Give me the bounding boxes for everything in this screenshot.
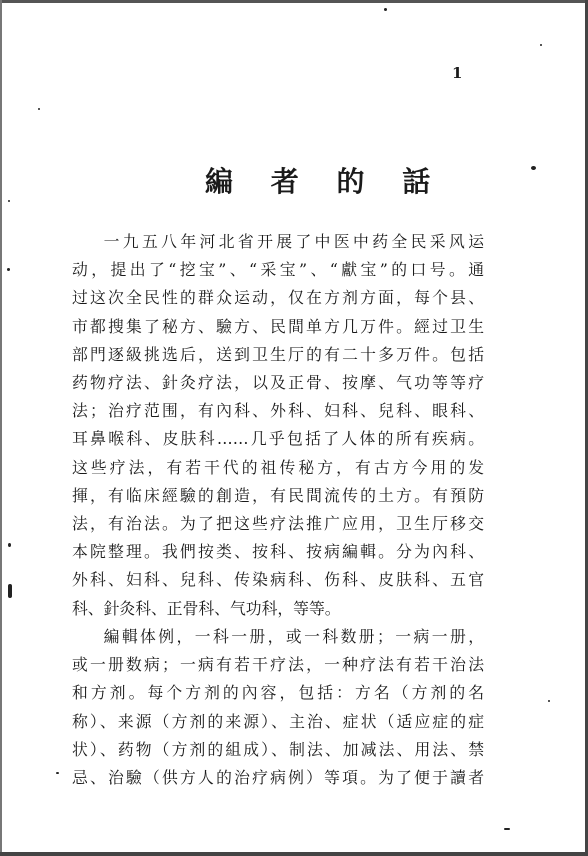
scan-speck <box>8 200 10 202</box>
text-line: 动，提出了“挖宝”、“采宝”、“獻宝”的口号。通 <box>72 260 484 280</box>
scan-speck <box>8 543 11 547</box>
text-line: 法，有治法。为了把这些疗法推广应用，卫生厅移交 <box>72 514 484 534</box>
text-line: 耳鼻喉科、皮肤科……几乎包括了人体的所有疾病。 <box>72 429 484 449</box>
text-line: 法；治疗范围，有內科、外科、妇科、兒科、眼科、 <box>72 401 484 421</box>
text-line: 外科、妇科、兒科、传染病科、伤科、皮肤科、五官 <box>72 570 484 590</box>
text-line: 部門逐級挑选后，送到卫生厅的有二十多万件。包括 <box>72 344 484 364</box>
text-line: 药物疗法、針灸疗法，以及正骨、按摩、气功等等疗 <box>72 373 484 393</box>
page-number: 1 <box>452 64 463 82</box>
text-line: 或一册数病；一病有若干疗法，一种疗法有若干治法 <box>72 655 484 675</box>
scan-speck <box>7 268 10 271</box>
bottom-border <box>0 852 588 856</box>
top-border <box>0 0 588 3</box>
scan-speck <box>38 108 40 110</box>
scan-speck <box>548 700 550 702</box>
text-line: 揮，有临床經驗的創造，有民間流传的土方。有預防 <box>72 485 484 505</box>
text-line: 科、針灸科、正骨科、气功科，等等。 <box>72 598 341 618</box>
scan-speck <box>531 166 536 170</box>
scan-speck <box>540 44 542 46</box>
paragraph-1 <box>72 228 484 623</box>
scan-speck <box>56 772 59 774</box>
text-line: 过这次全民性的群众运动，仅在方剂方面，每个县、 <box>72 288 484 308</box>
left-border <box>0 0 2 856</box>
text-line: 忌、治驗（供方人的治疗病例）等項。为了便于讀者 <box>72 768 484 788</box>
scan-speck <box>504 828 510 830</box>
page-title: 編 者 的 話 <box>205 165 445 198</box>
paragraph-2 <box>72 623 484 792</box>
text-line: 本院整理。我們按类、按科、按病編輯。分为內科、 <box>72 542 484 562</box>
text-line: 一九五八年河北省开展了中医中药全民采风运 <box>103 232 484 251</box>
text-line: 市都搜集了秘方、驗方、民間单方几万件。經过卫生 <box>72 316 484 336</box>
text-line: 和方剂。每个方剂的內容，包括：方名（方剂的名 <box>72 683 484 703</box>
text-line: 称）、来源（方剂的来源）、主治、症状（适应症的症 <box>72 711 484 731</box>
text-line: 編輯体例，一科一册，或一科数册；一病一册， <box>103 627 484 646</box>
scan-speck <box>8 584 12 598</box>
text-line: 这些疗法，有若干代的祖传秘方，有古方今用的发 <box>72 457 484 477</box>
scan-speck <box>384 8 387 11</box>
text-line: 状）、药物（方剂的組成）、制法、加减法、用法、禁 <box>72 739 484 759</box>
